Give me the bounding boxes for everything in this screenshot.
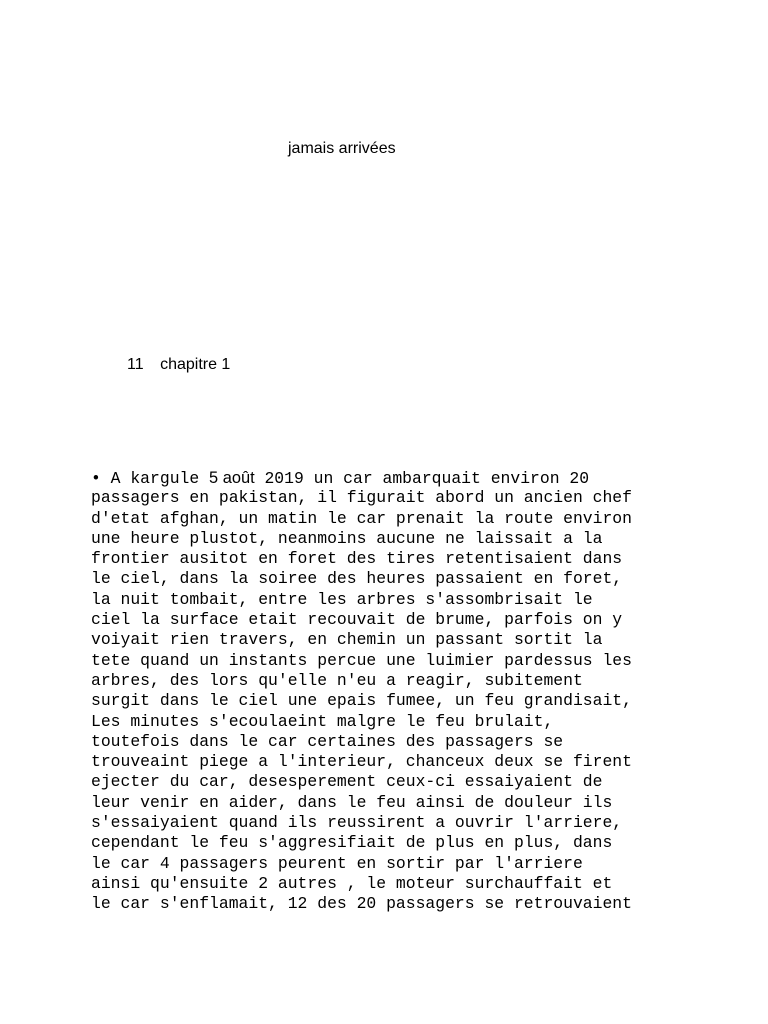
body-line-segment: une heure plustot, neanmoins aucune ne laissait a la bbox=[91, 528, 603, 548]
body-line-segment: le car s'enflamait, 12 des 20 passagers se retrouvaient bbox=[91, 894, 632, 914]
body-line bbox=[91, 610, 691, 630]
body-line-segment: • A kargule bbox=[91, 469, 210, 488]
body-line bbox=[91, 488, 691, 508]
body-line bbox=[91, 793, 691, 813]
body-line bbox=[91, 752, 691, 772]
body-line-segment: 2019 un car ambarquait environ 20 bbox=[254, 469, 590, 488]
body-line-segment: s'essaiyaient quand ils reussirent a ouvrir l'arriere, bbox=[91, 813, 623, 833]
body-text bbox=[91, 468, 691, 915]
body-line bbox=[91, 833, 691, 853]
body-line bbox=[91, 468, 691, 488]
body-line bbox=[91, 813, 691, 833]
body-line bbox=[91, 671, 691, 691]
body-line-segment: frontier ausitot en foret des tires retentisaient dans bbox=[91, 549, 623, 569]
body-line bbox=[91, 691, 691, 711]
body-line-segment: ejecter du car, desesperement ceux-ci essaiyaient de bbox=[91, 772, 603, 792]
body-line-segment: trouveaint piege a l'interieur, chanceux deux se firent bbox=[91, 752, 632, 772]
body-line-segment: Les minutes s'ecoulaeint malgre le feu brulait, bbox=[91, 711, 554, 731]
body-line bbox=[91, 854, 691, 874]
body-line-segment: 5 août bbox=[209, 469, 255, 487]
body-line bbox=[91, 590, 691, 610]
body-line-segment: le car 4 passagers peurent en sortir par l'arriere bbox=[91, 853, 583, 873]
body-line bbox=[91, 651, 691, 671]
body-line bbox=[91, 712, 691, 732]
body-line-segment: le ciel, dans la soiree des heures passaient en foret, bbox=[91, 569, 623, 589]
chapter-number: 11 bbox=[127, 356, 144, 373]
body-line-segment: voiyait rien travers, en chemin un passant sortit la bbox=[91, 630, 603, 650]
body-line-segment: ainsi qu'ensuite 2 autres , le moteur surchauffait et bbox=[91, 873, 613, 893]
body-line bbox=[91, 549, 691, 569]
body-line-segment: toutefois dans le car certaines des passagers se bbox=[91, 731, 564, 751]
body-line bbox=[91, 509, 691, 529]
body-line bbox=[91, 874, 691, 894]
body-line bbox=[91, 529, 691, 549]
body-line bbox=[91, 732, 691, 752]
body-line-segment: d'etat afghan, un matin le car prenait la route environ bbox=[91, 508, 632, 528]
body-line-segment: tete quand un instants percue une luimier pardessus les bbox=[91, 650, 632, 670]
body-line bbox=[91, 894, 691, 914]
body-line bbox=[91, 772, 691, 792]
body-line-segment: la nuit tombait, entre les arbres s'assombrisait le bbox=[91, 589, 593, 609]
body-line-segment: passagers en pakistan, il figurait abord un ancien chef bbox=[91, 488, 632, 508]
body-line-segment: surgit dans le ciel une epais fumee, un feu grandisait, bbox=[91, 691, 632, 711]
chapter-heading bbox=[127, 355, 230, 375]
body-line-segment: leur venir en aider, dans le feu ainsi de douleur ils bbox=[91, 792, 613, 812]
body-line-segment: cependant le feu s'aggresifiait de plus en plus, dans bbox=[91, 833, 613, 853]
chapter-label: chapitre 1 bbox=[160, 356, 231, 373]
body-line-segment: arbres, des lors qu'elle n'eu a reagir, subitement bbox=[91, 670, 583, 690]
document-title: jamais arrivées bbox=[288, 140, 396, 157]
body-line-segment: ciel la surface etait recouvait de brume, parfois on y bbox=[91, 610, 623, 630]
body-line bbox=[91, 569, 691, 589]
body-line bbox=[91, 630, 691, 650]
